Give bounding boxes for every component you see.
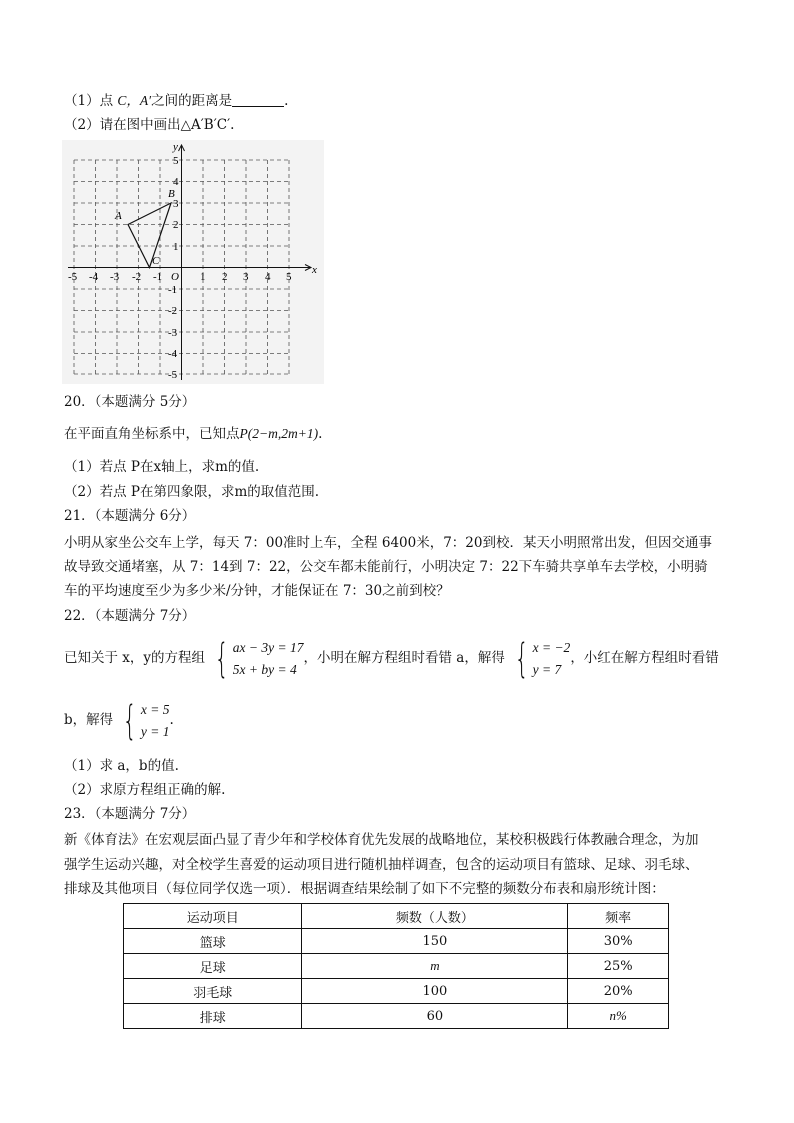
q23-line1: 新《体育法》在宏观层面凸显了青少年和学校体育优先发展的战略地位，某校积极践行体教融合理念，为加 xyxy=(64,832,699,848)
x-tick: 4 xyxy=(265,271,271,283)
solution-system-1: { x = −2 y = 7 xyxy=(514,635,571,682)
solution-system-2: { x = 5 y = 1 xyxy=(123,697,170,744)
y-tick: 1 xyxy=(173,241,179,253)
frequency-table xyxy=(123,903,669,1029)
table-cell: n% xyxy=(568,1004,669,1029)
q22-stem-cont: b，解得 { x = 5 y = 1 . xyxy=(64,697,174,744)
y-tick: -3 xyxy=(168,327,178,339)
y-tick: -1 xyxy=(168,284,178,296)
table-cell: 30% xyxy=(568,929,669,954)
table-cell: 足球 xyxy=(124,954,302,979)
equation-system: { ax − 3y = 17 5x + by = 4 xyxy=(215,635,304,682)
q23-heading: 23．（本题满分 7分） xyxy=(64,806,196,822)
x-tick: -5 xyxy=(68,271,78,283)
table-header: 运动项目 xyxy=(124,904,302,929)
q23-line2: 强学生运动兴趣，对全校学生喜爱的运动项目进行随机抽样调查，包含的运动项目有篮球、足球、羽毛球、 xyxy=(64,857,699,873)
table-header-row xyxy=(124,904,669,929)
x-tick: -4 xyxy=(89,271,99,283)
q21-line1: 小明从家坐公交车上学，每天 7：00准时上车，全程 6400米，7：20到校．某天小明照常出发，但因交通事 xyxy=(64,535,712,551)
table-cell: 25% xyxy=(568,954,669,979)
y-tick: -5 xyxy=(168,369,178,381)
x-tick: 1 xyxy=(200,271,206,283)
x-tick: -1 xyxy=(153,271,163,283)
q22-part2: （2）求原方程组正确的解. xyxy=(64,782,226,798)
y-tick: -2 xyxy=(168,305,178,317)
y-tick: 3 xyxy=(173,198,179,210)
x-tick: 5 xyxy=(286,271,292,283)
q19-part2: （2）请在图中画出△A′B′C′. xyxy=(64,117,235,133)
table-row xyxy=(124,1004,669,1029)
table-row xyxy=(124,954,669,979)
y-tick: 2 xyxy=(173,219,179,231)
table-row xyxy=(124,979,669,1004)
q20-part2: （2）若点 P在第四象限，求m的取值范围. xyxy=(64,484,320,500)
table-header: 频率 xyxy=(568,904,669,929)
x-tick: -3 xyxy=(110,271,120,283)
x-tick: 3 xyxy=(243,271,249,283)
q21-line2: 故导致交通堵塞，从 7：14到 7：22，公交车都未能前行，小明决定 7：22下车骑共享单车去学校，小明骑 xyxy=(64,559,708,575)
point-c-label: C xyxy=(152,255,160,267)
q22-part1: （1）求 a，b的值. xyxy=(64,758,179,774)
origin-label: O xyxy=(171,271,179,283)
x-tick: -2 xyxy=(132,271,142,283)
y-axis-label: y xyxy=(173,141,178,153)
x-tick: 2 xyxy=(222,271,228,283)
table-cell: 羽毛球 xyxy=(124,979,302,1004)
table-header: 频数（人数） xyxy=(302,904,568,929)
point-b-label: B xyxy=(168,188,175,200)
q22-heading: 22．（本题满分 7分） xyxy=(64,608,196,624)
q23-line3: 排球及其他项目（每位同学仅选一项）．根据调查结果绘制了如下不完整的频数分布表和扇形统计图： xyxy=(64,881,665,897)
q19-part1: （1）点 C，A′之间的距离是 . xyxy=(64,93,289,109)
q21-line3: 车的平均速度至少为多少米/分钟，才能保证在 7：30之前到校？ xyxy=(64,583,450,599)
table-cell: 20% xyxy=(568,979,669,1004)
table-cell: 篮球 xyxy=(124,929,302,954)
table-cell: 60 xyxy=(302,1004,568,1029)
q22-stem: 已知关于 x，y的方程组 { ax − 3y = 17 5x + by = 4 ，小明在解方程组时看错 a，解得 { x = −2 y = 7 ，小红在解方程组时看错 xyxy=(64,635,719,682)
answer-blank[interactable] xyxy=(232,92,284,107)
y-tick: 5 xyxy=(173,155,179,167)
q20-heading: 20．（本题满分 5分） xyxy=(64,394,196,410)
table-cell: m xyxy=(302,954,568,979)
q21-heading: 21．（本题满分 6分） xyxy=(64,508,196,524)
table-row xyxy=(124,929,669,954)
y-tick: 4 xyxy=(173,176,179,188)
x-axis-label: x xyxy=(312,264,317,276)
y-tick: -4 xyxy=(168,348,178,360)
q20-stem: 在平面直角坐标系中，已知点P(2−m,2m+1). xyxy=(64,426,323,442)
point-a-label: A xyxy=(115,210,122,222)
table-cell: 150 xyxy=(302,929,568,954)
q20-part1: （1）若点 P在x轴上，求m的值. xyxy=(64,459,260,475)
table-cell: 100 xyxy=(302,979,568,1004)
coordinate-grid-figure xyxy=(62,140,324,388)
table-cell: 排球 xyxy=(124,1004,302,1029)
